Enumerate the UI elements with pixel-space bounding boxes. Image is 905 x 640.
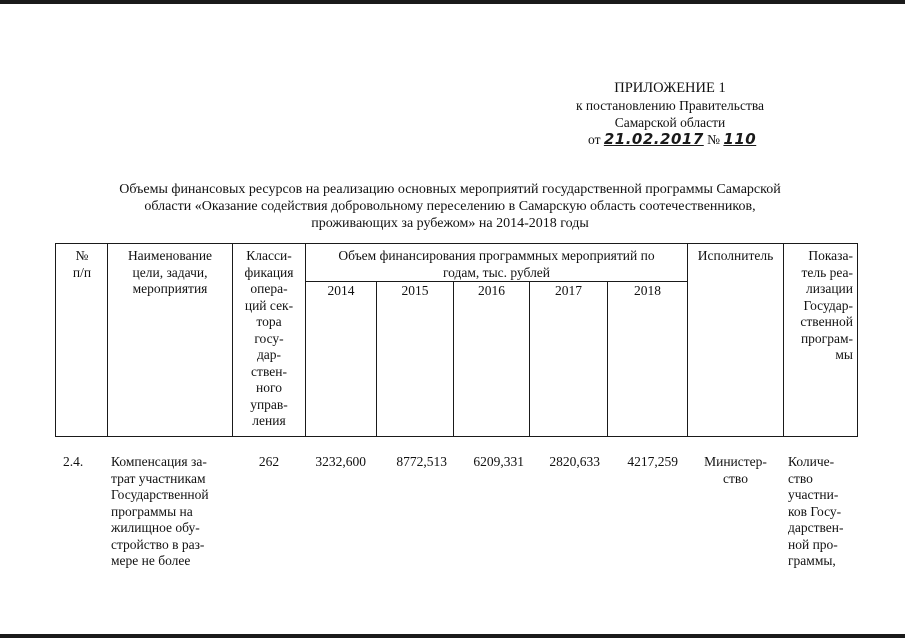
header-executor: Исполнитель (697, 248, 774, 263)
document-title-line: области «Оказание содействия добровольному переселению в Самарскую область соотечественников, (144, 199, 756, 214)
row-indicator: Количе- ство участни- ков Госу- дарствен- ной про- граммы, (788, 454, 844, 568)
appendix-title: ПРИЛОЖЕНИЕ 1 (614, 80, 726, 96)
row-value-2017: 2820,633 (549, 454, 600, 469)
header-classification: Класси- фикация опера- ций сек- тора госу- дар- ствен- ного управ- ления (244, 248, 294, 428)
resolution-date: 21.02.2017 (603, 130, 704, 148)
resolution-reference (540, 131, 800, 148)
header-year-2014: 2014 (327, 283, 355, 298)
financing-table (55, 243, 858, 638)
header-name: Наименование цели, задачи, мероприятия (127, 248, 213, 296)
appendix-block (540, 80, 800, 148)
row-number: 2.4. (63, 454, 84, 469)
table-grid (55, 243, 858, 638)
header-number: № п/п (72, 248, 92, 280)
row-measure-name: Компенсация за- трат участникам Государственной программы на жилищное обу- стройство в раз- мере не более (111, 454, 209, 568)
row-value-2016: 6209,331 (473, 454, 524, 469)
row-value-2014: 3232,600 (315, 454, 366, 469)
document-title-line: Объемы финансовых ресурсов на реализацию основных мероприятий государственной программы Самарской (119, 182, 781, 197)
appendix-line-2: Самарской области (614, 115, 726, 130)
document-title-line: проживающих за рубежом» на 2014-2018 годы (311, 216, 589, 231)
row-value-2015: 8772,513 (396, 454, 447, 469)
header-year-2017: 2017 (555, 283, 582, 298)
header-financing-volume: Объем финансирования программных мероприятий по годам, тыс. рублей (338, 248, 655, 280)
header-year-2016: 2016 (478, 283, 505, 298)
top-border (0, 0, 905, 4)
resolution-number: 110 (723, 130, 757, 148)
appendix-line-1: к постановлению Правительства (575, 98, 765, 113)
document-title (80, 181, 820, 232)
from-label: от (588, 132, 601, 147)
header-indicator: Показа- тель реа- лизации Государ- ственной програм- мы (800, 248, 853, 362)
bottom-border (0, 634, 905, 638)
row-value-2018: 4217,259 (627, 454, 678, 469)
number-label: № (707, 132, 721, 147)
row-classification: 262 (258, 454, 280, 469)
header-year-2015: 2015 (401, 283, 429, 298)
header-year-2018: 2018 (634, 283, 661, 298)
row-executor: Министер- ство (704, 454, 767, 486)
